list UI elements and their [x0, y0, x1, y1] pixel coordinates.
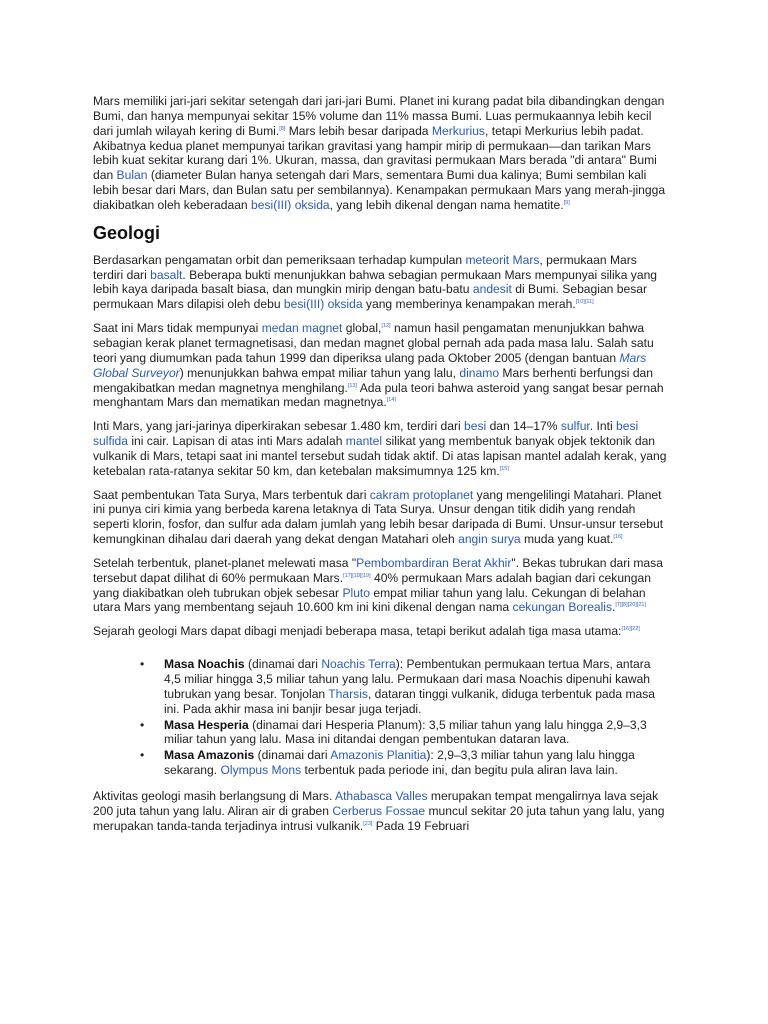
text: Mars lebih besar daripada	[285, 123, 432, 138]
link-mars-global-surveyor[interactable]: Mars Global Surveyor	[93, 350, 647, 380]
bullet: •	[140, 717, 145, 732]
citation[interactable]: [7][8][20][21]	[615, 602, 646, 609]
citation[interactable]: [23]	[363, 820, 373, 827]
link-besi-oksida[interactable]: besi(III) oksida	[283, 297, 363, 312]
text: Setelah terbentuk, planet-planet melewati masa "	[93, 555, 357, 570]
text: Aktivitas geologi masih berlangsung di Mars.	[93, 788, 335, 803]
text: , dataran tinggi vulkanik, diduga terbentuk pada masa ini. Pada akhir masa ini banjir besar juga terjadi.	[164, 686, 656, 716]
text: Berdasarkan pengamatan orbit dan pemeriksaan terhadap kumpulan	[93, 252, 466, 267]
link-besi[interactable]: besi	[464, 419, 487, 434]
text: muncul sekitar 20 juta tahun yang lalu, yang merupakan tanda-tanda terjadinya intrusi vulkanik.	[93, 803, 665, 833]
citation[interactable]: [8]	[279, 125, 286, 132]
link-cakram-protoplanet[interactable]: cakram protoplanet	[369, 487, 474, 502]
citation[interactable]: [16]	[613, 534, 623, 541]
paragraph-core	[93, 419, 668, 478]
text: Saat ini Mars tidak mempunyai	[93, 321, 262, 336]
list-item	[140, 748, 668, 778]
text: empat miliar tahun yang lalu. Cekungan di belahan utara Mars yang membentang sejauh 10.600 km ini kini dikenal dengan nama	[93, 585, 646, 615]
citation[interactable]: [9]	[563, 199, 570, 206]
bullet: •	[140, 657, 145, 672]
citation[interactable]: [14]	[386, 397, 396, 404]
text: (dinamai dari	[244, 657, 322, 672]
link-noachis-terra[interactable]: Noachis Terra	[321, 657, 396, 672]
text: namun hasil pengamatan menunjukkan bahwa sebagian kerak planet termagnetisasi, dan medan magnet global pernah ada pada masa lalu. Salah satu teori yang diumumkan pada tahun 1999 dan diperiksa ulang pada Oktober 2005 (dengan bantuan	[93, 321, 654, 365]
citation[interactable]: [13]	[347, 382, 357, 389]
text: , tetapi Merkurius lebih padat. Akibatnya kedua planet mempunyai tarikan gravitasi yang hampir mirip di permukaan—dan tarikan Mars lebih kuat sekitar kurang dari 1%. Ukuran, massa, dan gravitasi permukaan Mars berada "di antara" Bumi dan	[93, 123, 657, 183]
text: ) menunjukkan bahwa empat miliar tahun yang lalu,	[179, 365, 460, 380]
paragraph-formation	[93, 488, 668, 547]
link-angin-surya[interactable]: angin surya	[458, 532, 521, 547]
text: Sejarah geologi Mars dapat dibagi menjadi beberapa masa, tetapi berikut adalah tiga masa utama:	[93, 624, 622, 639]
citation[interactable]: [17][18][19]	[343, 572, 371, 579]
text: ): 2,9–3,3 miliar tahun yang lalu hingga sekarang.	[164, 748, 635, 778]
text: Mars berhenti berfungsi dan mengakibatkan medan magnetnya menghilang.	[93, 365, 653, 395]
link-besi-sulfida[interactable]: besi sulfida	[93, 419, 639, 449]
paragraph-activity	[93, 789, 668, 834]
text: . Inti	[589, 419, 616, 434]
link-olympus-mons[interactable]: Olympus Mons	[220, 763, 302, 778]
text: 40% permukaan Mars adalah bagian dari cekungan yang diakibatkan oleh tubrukan objek sebesar	[93, 570, 651, 600]
link-pluto[interactable]: Pluto	[342, 585, 371, 600]
geologic-periods-list	[93, 657, 668, 778]
link-amazonis-planitia[interactable]: Amazonis Planitia	[330, 748, 427, 763]
text: . Beberapa bukti menunjukkan bahwa sebagian permukaan Mars mempunyai silika yang lebih kaya daripada basalt biasa, dan mungkin mirip dengan batu-batu	[93, 267, 658, 297]
link-cekungan-borealis[interactable]: cekungan Borealis	[512, 600, 613, 615]
paragraph-surface	[93, 253, 668, 312]
bullet: •	[140, 748, 145, 763]
text: yang mengelilingi Matahari. Planet ini punya ciri kimia yang berbeda karena letaknya di Tata Surya. Unsur dengan titik didih yang rendah seperti klorin, fosfor, dan sulfur ada dalam jumlah yang lebih besar daripada di Bumi. Unsur-unsur tersebut kemungkinan dihalau dari daerah yang dekat dengan Matahari oleh	[93, 487, 664, 547]
text: .	[612, 600, 616, 615]
link-athabasca-valles[interactable]: Athabasca Valles	[335, 788, 428, 803]
citation[interactable]: [10][11]	[575, 299, 594, 306]
section-heading-geologi: Geologi	[93, 222, 160, 243]
text: silikat yang membentuk banyak objek tektonik dan vulkanik di Mars, tetapi saat ini mantel tersebut sudah tidak aktif. Di atas lapisan mantel adalah kerak, yang ketebalan rata-ratanya sekitar 50 km, dan ketebalan maksimumnya 125 km.	[93, 434, 667, 478]
paragraph-intro	[93, 94, 668, 213]
paragraph-magnetic-field	[93, 321, 668, 410]
period-name: Masa Amazonis	[164, 748, 255, 763]
text: Pada 19 Februari	[372, 818, 470, 833]
link-sulfur[interactable]: sulfur	[560, 419, 590, 434]
text: Mars memiliki jari-jari sekitar setengah dari jari-jari Bumi. Planet ini kurang padat bila dibandingkan dengan Bumi, dan hanya mempunyai sekitar 15% volume dan 11% massa Bumi. Luas permukaannya lebih kecil dari jumlah wilayah kering di Bumi.	[93, 94, 665, 138]
link-medan-magnet[interactable]: medan magnet	[261, 321, 343, 336]
link-merkurius[interactable]: Merkurius	[431, 123, 485, 138]
text: (dinamai dari Hesperia Planum): 3,5 miliar tahun yang lalu hingga 2,9–3,3 miliar tahun yang lalu. Masa ini ditandai dengan pembentukan dataran lava.	[164, 717, 647, 747]
list-item	[140, 717, 668, 748]
text: ): Pembentukan permukaan tertua Mars, antara 4,5 miliar hingga 3,5 miliar tahun yang lalu. Permukaan dari masa Noachis dipenuhi kawah tubrukan yang besar. Tonjolan	[164, 657, 651, 701]
text: terbentuk pada periode ini, dan begitu pula aliran lava lain.	[301, 763, 618, 778]
text: (dinamai dari	[254, 748, 331, 763]
link-mantel[interactable]: mantel	[345, 434, 383, 449]
paragraph-bombardment	[93, 556, 668, 615]
period-name: Masa Noachis	[164, 657, 245, 672]
text: Saat pembentukan Tata Surya, Mars terbentuk dari	[93, 487, 370, 502]
link-pembombardiran-berat-akhir[interactable]: Pembombardiran Berat Akhir	[356, 555, 512, 570]
text: Inti Mars, yang jari-jarinya diperkirakan sebesar 1.480 km, terdiri dari	[93, 419, 465, 434]
link-besi-oksida[interactable]: besi(III) oksida	[251, 197, 330, 212]
citation[interactable]: [16][22]	[621, 626, 640, 633]
list-item	[140, 657, 668, 716]
text: Ada pula teori bahwa asteroid yang sangat besar pernah menghantam Mars dan mematikan medan magnetnya.	[93, 380, 664, 410]
text: , yang lebih dikenal dengan nama hematite.	[329, 197, 564, 212]
text: ini cair. Lapisan di atas inti Mars adalah	[127, 434, 346, 449]
text: yang memberinya kenampakan merah.	[362, 297, 576, 312]
citation[interactable]: [15]	[499, 465, 509, 472]
text: dan 14–17%	[486, 419, 561, 434]
link-bulan[interactable]: Bulan	[116, 168, 148, 183]
link-tharsis[interactable]: Tharsis	[328, 686, 368, 701]
link-meteorit-mars[interactable]: meteorit Mars	[465, 252, 540, 267]
citation[interactable]: [12]	[381, 323, 391, 330]
paragraph-history	[93, 624, 668, 639]
link-dinamo[interactable]: dinamo	[459, 365, 500, 380]
text: muda yang kuat.	[520, 532, 614, 547]
link-andesit[interactable]: andesit	[472, 282, 512, 297]
period-name: Masa Hesperia	[164, 717, 249, 732]
text: global,	[342, 321, 382, 336]
text: , permukaan Mars terdiri dari	[93, 252, 637, 282]
text: (diameter Bulan hanya setengah dari Mars, sementara Bumi dua kalinya; Bumi sembilan kali lebih besar dari Mars, dan Bulan satu per sembilannya). Kenampakan permukaan Mars yang merah-jingga diakibatkan oleh keberadaan	[93, 168, 666, 212]
link-basalt[interactable]: basalt	[150, 267, 183, 282]
link-cerberus-fossae[interactable]: Cerberus Fossae	[332, 803, 426, 818]
text: ". Bekas tubrukan dari masa tersebut dapat dilihat di 60% permukaan Mars.	[93, 555, 663, 585]
text: di Bumi. Sebagian besar permukaan Mars dilapisi oleh debu	[93, 282, 648, 312]
text: merupakan tempat mengalirnya lava sejak 200 juta tahun yang lalu. Aliran air di graben	[93, 788, 659, 818]
